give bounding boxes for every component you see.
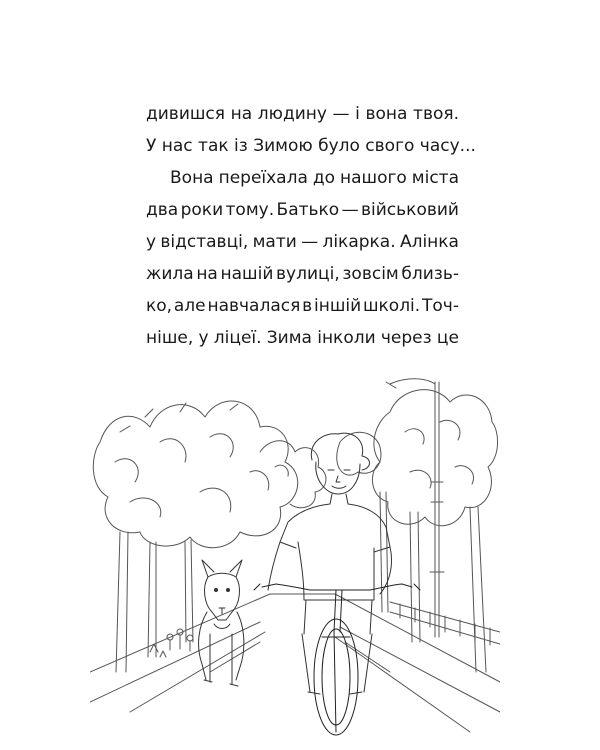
word: нашій [220,264,274,284]
word: — [301,232,319,252]
text-line [146,290,459,322]
word: і [355,104,360,124]
word: переїхала [218,168,308,188]
word: ніше, [146,328,194,348]
word: людину [257,104,327,124]
text-line [146,194,459,226]
word: близь- [401,264,459,284]
word: у [198,328,209,348]
word: твоя. [413,104,459,124]
word: вулиці, [276,264,340,284]
word: Батько [276,200,340,220]
word: нашого [339,168,407,188]
text-line [146,162,459,194]
text-line [146,258,459,290]
word: іншій [313,296,362,316]
word: мати [252,232,297,252]
word: Вона [170,168,214,188]
word: це [436,328,459,348]
text-line: У нас так із Зимою було свого часу... [146,136,476,156]
text-line [146,98,459,130]
body-text [146,98,476,354]
tree-canopy-right [337,390,498,526]
word: але [173,296,206,316]
word: дивишся [146,104,225,124]
word: у [146,232,157,252]
tree-canopy-left [93,401,297,548]
word: Алінка [399,232,459,252]
word: жила [146,264,194,284]
word: військовий [361,200,459,220]
word: в [302,296,313,316]
text-line [146,226,459,258]
word: через [380,328,432,348]
word: на [196,264,218,284]
word: — [341,200,359,220]
sketch-svg [90,372,500,740]
word: міста [411,168,459,188]
text-line [146,322,459,354]
word: ко, [146,296,173,316]
bicycle [254,584,420,735]
street-lamp [386,379,444,637]
word: вона [365,104,408,124]
word: ліцеї. [213,328,262,348]
word: до [312,168,336,188]
word: інколи [317,328,376,348]
word: зовсім [342,264,399,284]
word: школі. [362,296,421,316]
word: — [332,104,350,124]
word: Зима [266,328,312,348]
word: навчалася [207,296,301,316]
word: роки [180,200,224,220]
word: Точ- [422,296,459,316]
word: тому. [225,200,275,220]
word: два [146,200,179,220]
illustration-boy-bicycle-dog [90,372,500,740]
word: на [230,104,253,124]
word: лікарка. [322,232,396,252]
word: відставці, [160,232,249,252]
